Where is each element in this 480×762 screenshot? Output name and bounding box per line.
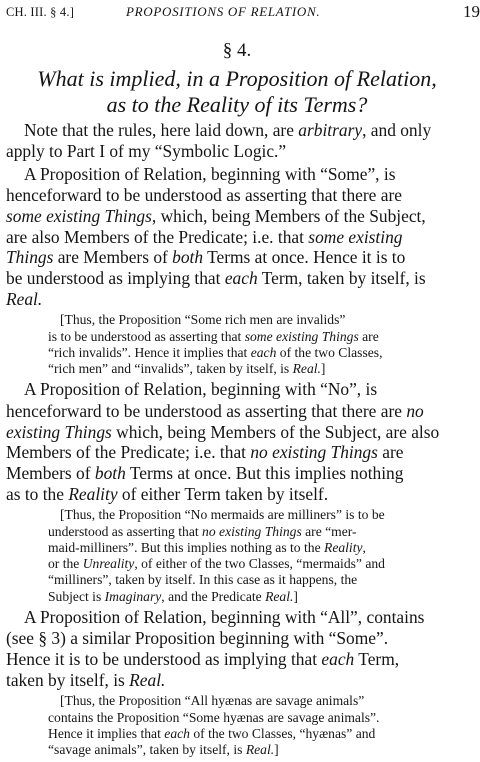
note-line: “rich men” and “invalids”, taken by itself, is Real.] — [48, 361, 326, 376]
note-line: “milliners”, taken by itself. In this case as it happens, the — [48, 572, 358, 587]
note-line: “rich invalids”. Hence it implies that each of the two Classes, — [48, 345, 383, 360]
text-line: Members of both Terms at once. But this implies nothing — [6, 463, 404, 483]
text-line: as to the Reality of either Term taken by itself. — [6, 484, 329, 504]
text-line: henceforward to be understood as asserting that there are no — [6, 401, 424, 421]
note-line: “savage animals”, taken by itself, is Real.] — [48, 742, 279, 757]
note-line: is to be understood as asserting that some existing Things are — [48, 329, 379, 344]
note-line: or the Unreality, of either of the two Classes, “mermaids” and — [48, 556, 385, 571]
running-header — [6, 2, 480, 24]
text-line: taken by itself, is Real. — [6, 670, 166, 690]
text-line: be understood as implying that each Term, taken by itself, is — [6, 268, 426, 288]
text-line: are also Members of the Predicate; i.e. that some existing — [6, 227, 403, 247]
note-line: Hence it implies that each of the two Classes, “hyænas” and — [48, 726, 376, 741]
text-line: Real. — [6, 289, 43, 309]
chapter-reference: CH. III. § 4.] — [6, 5, 75, 19]
text-line: Hence it is to be understood as implying that each Term, — [6, 649, 400, 669]
text-line: some existing Things, which, being Members of the Subject, — [6, 206, 426, 226]
note-line: Subject is Imaginary, and the Predicate Real.] — [48, 589, 298, 604]
text-line: Things are Members of both Terms at once. Hence it is to — [6, 247, 406, 267]
text-line: apply to Part I of my “Symbolic Logic.” — [6, 141, 287, 161]
section-title-line: as to the Reality of its Terms? — [106, 92, 368, 117]
text-line: Members of the Predicate; i.e. that no existing Things are — [6, 442, 404, 462]
text-line: (see § 3) a similar Proposition beginning with “Some”. — [6, 628, 389, 648]
note-line: contains the Proposition “Some hyænas are savage animals”. — [48, 710, 380, 725]
note-line: maid-milliners”. But this implies nothing as to the Reality, — [48, 540, 366, 555]
running-title: PROPOSITIONS OF RELATION. — [126, 4, 321, 19]
text-line: A Proposition of Relation, beginning with “All”, contains — [24, 607, 425, 627]
note-line: understood as asserting that no existing Things are “mer- — [48, 524, 357, 539]
note-line: [Thus, the Proposition “Some rich men are invalids” — [60, 312, 346, 327]
section-title-line: What is implied, in a Proposition of Relation, — [37, 66, 437, 91]
section-number: § 4. — [222, 40, 252, 61]
text-line: henceforward to be understood as asserting that there are — [6, 185, 402, 205]
text-line: existing Things which, being Members of the Subject, are also — [6, 422, 440, 442]
text-line: Note that the rules, here laid down, are arbitrary, and only — [24, 120, 432, 140]
text-line: A Proposition of Relation, beginning with “Some”, is — [24, 164, 396, 184]
text-line: A Proposition of Relation, beginning with “No”, is — [24, 379, 378, 399]
note-line: [Thus, the Proposition “No mermaids are milliners” is to be — [60, 507, 385, 522]
note-line: [Thus, the Proposition “All hyænas are savage animals” — [60, 693, 365, 708]
page-number: 19 — [463, 2, 480, 21]
section-title — [0, 66, 474, 118]
